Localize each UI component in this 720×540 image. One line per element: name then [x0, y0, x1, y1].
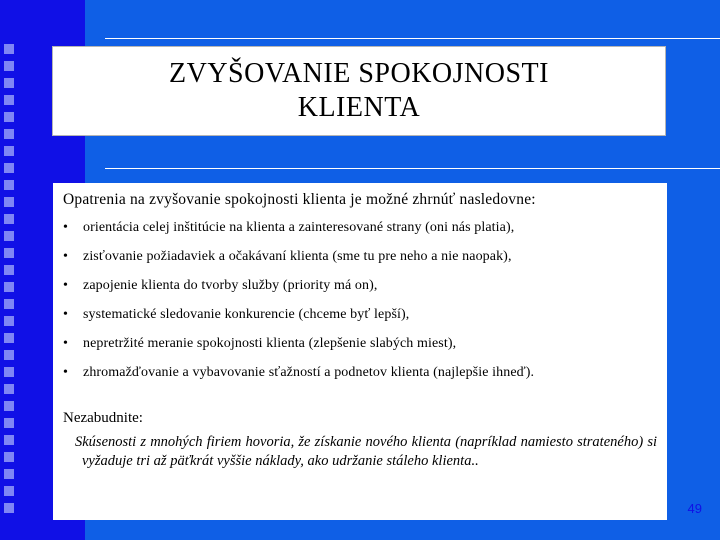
list-item: [63, 334, 657, 363]
decor-square: [4, 146, 14, 156]
list-item: [63, 363, 657, 392]
decor-square: [4, 61, 14, 71]
bullet-dot: •: [63, 278, 69, 293]
decor-square: [4, 367, 14, 377]
decor-square: [4, 180, 14, 190]
list-item: [63, 276, 657, 305]
bullet-text: systematické sledovanie konkurencie (chceme byť lepší),: [83, 307, 410, 322]
bullet-list: [63, 218, 657, 392]
decor-square: [4, 350, 14, 360]
decor-square: [4, 78, 14, 88]
decor-square: [4, 197, 14, 207]
list-item: [63, 305, 657, 334]
page-number: 49: [687, 501, 702, 516]
note-label: Nezabudnite:: [63, 410, 143, 426]
decor-square: [4, 316, 14, 326]
decor-square: [4, 265, 14, 275]
bullet-text: zhromažďovanie a vybavovanie sťažností a podnetov klienta (najlepšie ihneď).: [83, 365, 535, 380]
bullet-text: orientácia celej inštitúcie na klienta a zainteresované strany (oni nás platia),: [83, 220, 515, 235]
bullet-text: zisťovanie požiadaviek a očakávaní klienta (sme tu pre neho a nie naopak),: [83, 249, 512, 264]
bullet-dot: •: [63, 220, 69, 235]
bullet-dot: •: [63, 336, 69, 351]
decor-square: [4, 435, 14, 445]
decor-rule-top: [105, 38, 720, 39]
decor-square: [4, 44, 14, 54]
decor-square: [4, 469, 14, 479]
bullet-text: nepretržité meranie spokojnosti klienta (zlepšenie slabých miest),: [83, 336, 457, 351]
decor-square: [4, 231, 14, 241]
content-box: [53, 183, 667, 520]
decor-square: [4, 163, 14, 173]
bullet-dot: •: [63, 307, 69, 322]
decor-square: [4, 452, 14, 462]
bullet-text: zapojenie klienta do tvorby služby (priority má on),: [83, 278, 378, 293]
decor-square: [4, 299, 14, 309]
decor-square: [4, 384, 14, 394]
decor-square: [4, 333, 14, 343]
decor-square: [4, 112, 14, 122]
bullet-dot: •: [63, 365, 69, 380]
decor-square: [4, 503, 14, 513]
decor-squares: [4, 44, 20, 520]
slide-title: ZVYŠOVANIE SPOKOJNOSTI KLIENTA: [169, 58, 549, 123]
title-box: [52, 46, 666, 136]
intro-text: Opatrenia na zvyšovanie spokojnosti klienta je možné zhrnúť nasledovne:: [63, 191, 536, 208]
decor-square: [4, 129, 14, 139]
list-item: [63, 218, 657, 247]
decor-square: [4, 418, 14, 428]
decor-rule-bottom: [105, 168, 720, 169]
decor-square: [4, 248, 14, 258]
bullet-dot: •: [63, 249, 69, 264]
decor-square: [4, 95, 14, 105]
list-item: [63, 247, 657, 276]
note-text: Skúsenosti z mnohých firiem hovoria, že získanie nového klienta (napríklad namiesto strateného) si vyžaduje tri až päťkrát vyššie náklady, ako udržanie stáleho klienta..: [75, 434, 657, 469]
decor-square: [4, 401, 14, 411]
decor-square: [4, 214, 14, 224]
decor-square: [4, 282, 14, 292]
decor-square: [4, 486, 14, 496]
